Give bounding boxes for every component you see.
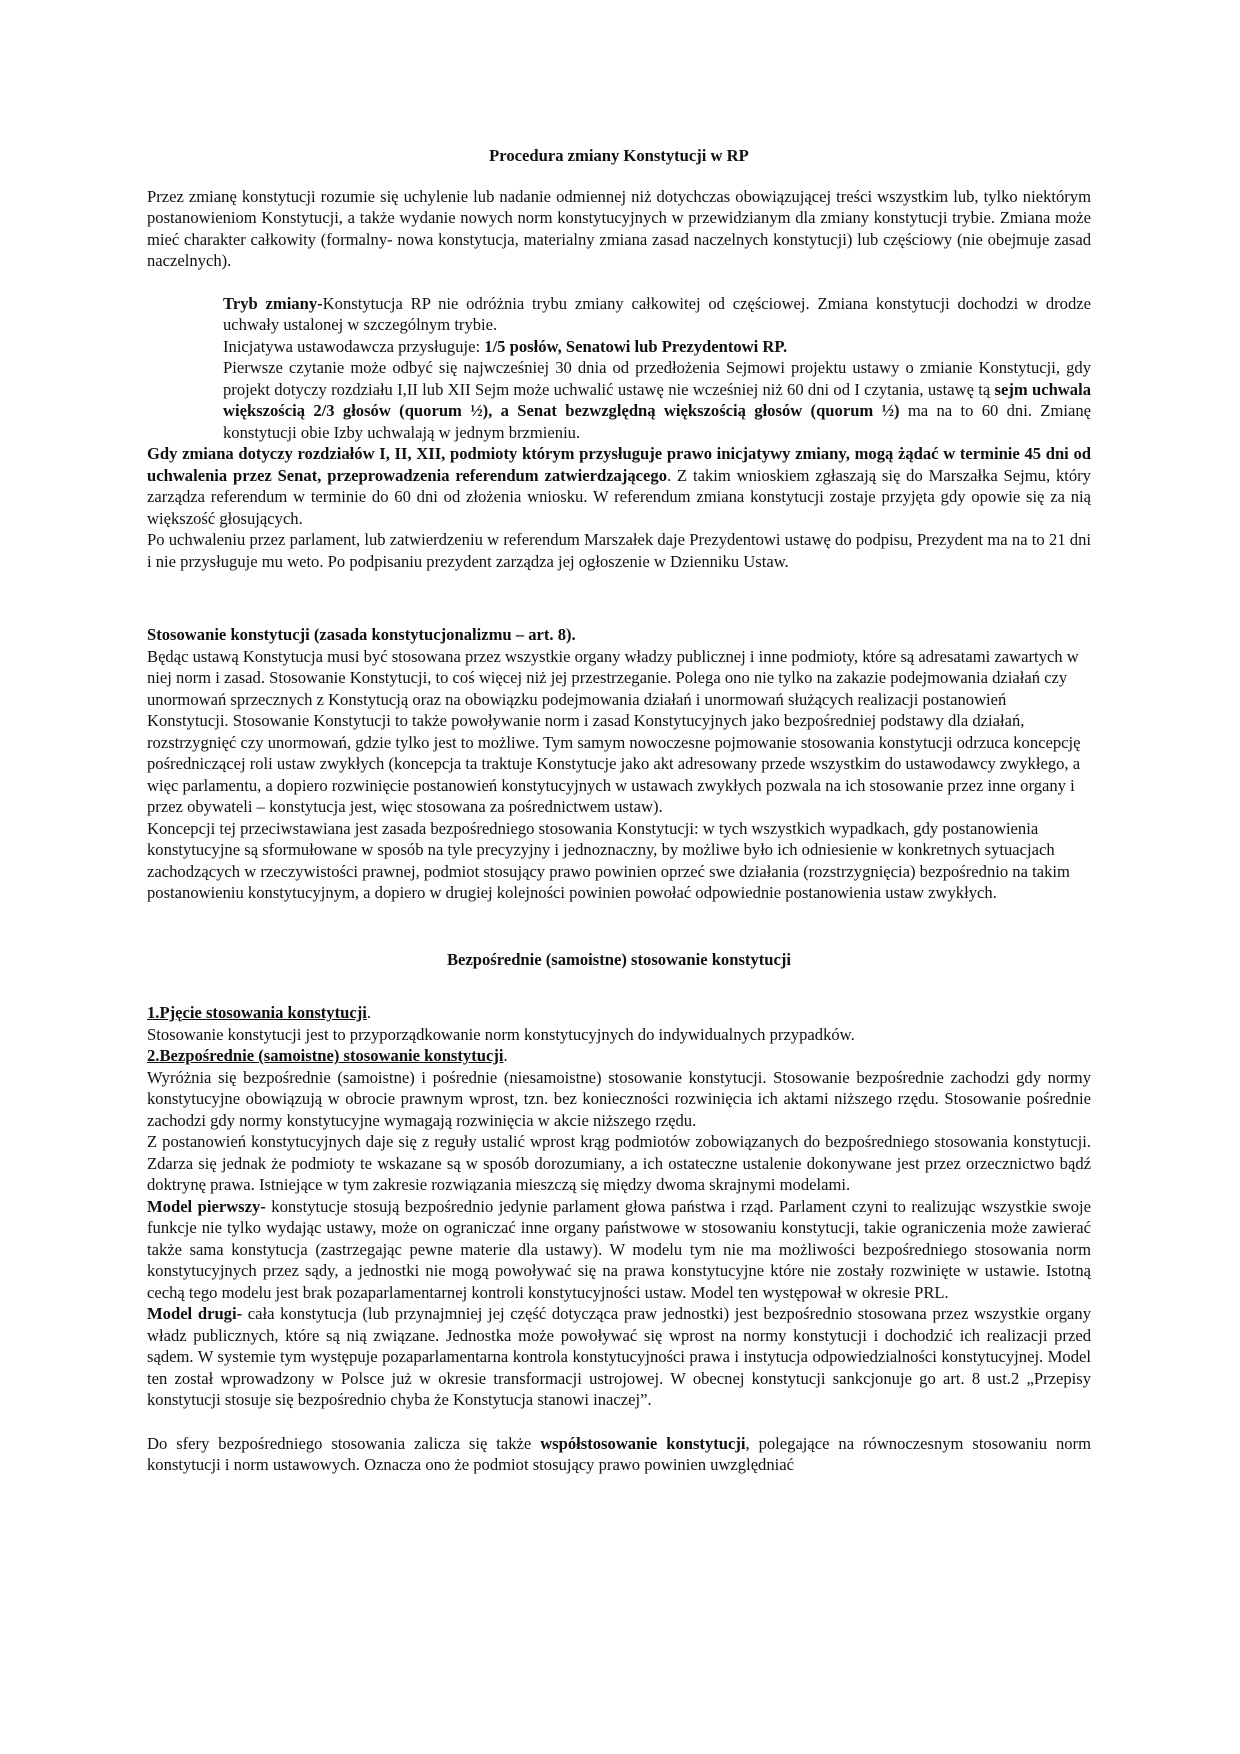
model-2-label: Model drugi- [147, 1304, 243, 1323]
application-paragraph-1: Będąc ustawą Konstytucja musi być stosowana przez wszystkie organy władzy publicznej i inne podmioty, które są adresatami zawartych w niej norm i zasad. Stosowanie Konstytucji, to coś więcej niż jej przestrzeganie. Polega ono nie tylko na zakazie podejmowania działań czy unormowań sprzecznych z Konstytucją oraz na obowiązku podejmowania działań i unormowań służących realizacji postanowień Konstytucji. Stosowanie Konstytucji to także powoływanie norm i zasad Konstytucyjnych jako bezpośredniej podstawy dla działań, rozstrzygnięć czy unormowań, gdzie tylko jest to możliwe. Tym samym nowoczesne pojmowanie stosowania konstytucji odrzuca koncepcję pośredniczącej roli ustaw zwykłych (koncepcja ta traktuje Konstytucje jako akt adresowany przede wszystkim do ustawodawcy zwykłego, a więc parlamentu, a dopiero rozwinięcie postanowień konstytucyjnych w ustawach zwykłych pozwala na ich stosowanie przez inne organy i przez obywateli – konstytucja jest, więc stosowana za pośrednictwem ustaw). [147, 646, 1081, 816]
model-2-paragraph [147, 1303, 1091, 1411]
subsection-1-heading: 1.Pjęcie stosowania konstytucji. [147, 1003, 372, 1022]
subsection-2-heading: 2.Bezpośrednie (samoistne) stosowanie konstytucji. [147, 1046, 508, 1065]
subsection-2-paragraph-1: Wyróżnia się bezpośrednie (samoistne) i pośrednie (niesamoistne) stosowanie konstytucji. Stosowanie bezpośrednie zachodzi gdy normy konstytucyjne obowiązują w obrocie prawnym wprost, tzn. bez konieczności rozwinięcia ich aktami niższego rzędu. Stosowanie pośrednie zachodzi gdy normy konstytucyjne wymagają rozwinięcia w akcie niższego rzędu. [147, 1067, 1091, 1130]
reading-paragraph [223, 357, 1091, 443]
application-heading [147, 624, 1091, 646]
spacer [147, 1411, 1091, 1433]
reading-text-1: Pierwsze czytanie może odbyć się najwcześniej 30 dnia od przedłożenia Sejmowi projektu ustawy o zmianie Konstytucji, gdy projekt dotyczy rozdziału I,II lub XII Sejm może uchwalić ustawę nie wcześniej niż 60 dni od I czytania, ustawę tą [223, 358, 1091, 399]
initiative-holders: 1/5 posłów, Senatowi lub Prezydentowi RP. [484, 336, 788, 356]
application-paragraph-2: Koncepcji tej przeciwstawiana jest zasada bezpośredniego stosowania Konstytucji: w tych wszystkich wypadkach, gdy postanowienia konstytucyjne są sformułowane w sposób na tyle precyzyjny i jednoznaczny, by możliwe było ich odniesienie w konkretnych sytuacjach zachodzących w rzeczywistości prawnej, podmiot stosujący prawo powinien oprzeć swe działania (rozstrzygnięcia) bezpośrednio na takim postanowieniu konstytucyjnym, a dopiero w drugiej kolejności powinien powołać odpowiednie postanowienia ustaw zwykłych. [147, 818, 1070, 902]
amendment-mode-text: Konstytucja RP nie odróżnia trybu zmiany całkowitej od częściowej. Zmiana konstytucji dochodzi w drodze uchwały ustalonej w szczególnym trybie. [223, 293, 1091, 334]
reading-text-2: ma na to 60 dni. Zmianę konstytucji obie Izby uchwalają w jednym brzmieniu. [223, 401, 1091, 442]
model-1-label: Model pierwszy- [147, 1196, 266, 1216]
amendment-mode-paragraph [223, 293, 1091, 336]
initiative-text: Inicjatywa ustawodawcza przysługuje: [223, 336, 485, 356]
model-2-text: cała konstytucja (lub przynajmniej jej część dotycząca praw jednostki) jest bezpośrednio stosowana przez wszystkie organy władz publicznych, które są nią związane. Jednostka może powoływać się wprost na normy konstytucji i dochodzić ich realizacji przed sądem. W systemie tym występuje pozaparlamentarna kontrola konstytucyjności prawa i instytucja odpowiedzialności konstytucyjnej. Model ten został wprowadzony w Polsce już w okresie transformacji ustrojowej. W obecnej konstytucji sankcjonuje go art. 8 ust.2 „Przepisy konstytucji stosuje się bezpośrednio chyba że Konstytucja stanowi inaczej”. [147, 1304, 1091, 1409]
spacer [147, 272, 1091, 293]
referendum-text: . Z takim wnioskiem zgłaszają się do Marszałka Sejmu, który zarządza referendum w terminie do 60 dni od złożenia wniosku. W referendum zmiana konstytucji zostaje przyjęta gdy opowie się za nią większość głosujących. [147, 465, 1091, 528]
model-1-text: konstytucje stosują bezpośrednio jedynie parlament głowa państwa i rząd. Parlament czyni to realizując wszystkie swoje funkcje nie tylko wydając ustawy, może on ograniczać inne organy państwowe w stosowaniu konstytucji, takie ograniczenia może zawierać także sama konstytucja (zastrzegając pewne materie dla ustawy). W modelu tym nie ma możliwości bezpośredniego stosowania norm konstytucyjnych przez sądy, a jednostki nie mogą powoływać się na prawa konstytucyjne które nie zostały rozwinięte w ustawie. Istotną cechą tego modelu jest brak pozaparlamentarnej kontroli konstytucyjności ustaw. Model ten występował w okresie PRL. [147, 1196, 1091, 1302]
initiative-paragraph [223, 336, 1091, 358]
subsection-1-text: Stosowanie konstytucji jest to przyporządkowanie norm konstytucyjnych do indywidualnych przypadków. [147, 1024, 855, 1044]
coapplication-paragraph [147, 1433, 1091, 1476]
document-title: Procedura zmiany Konstytucji w RP [489, 146, 749, 165]
application-heading-text: Stosowanie konstytucji (zasada konstytucjonalizmu – art. 8). [147, 625, 576, 644]
intro-paragraph: Przez zmianę konstytucji rozumie się uchylenie lub nadanie odmiennej niż dotychczas obowiązującej treści wszystkim lub, tylko niektórym postanowieniom Konstytucji, a także wydanie nowych norm konstytucyjnych w przewidzianym dla zmiany konstytucji trybie. Zmiana może mieć charakter całkowity (formalny- nowa konstytucja, materialny zmiana zasad naczelnych konstytucji) lub częściowy (nie obejmuje zasad naczelnych). [147, 186, 1091, 270]
subsection-2-paragraph-2: Z postanowień konstytucyjnych daje się z reguły ustalić wprost krąg podmiotów zobowiązanych do bezpośredniego stosowania konstytucji. Zdarza się jednak że podmioty te wskazane są w sposób dorozumiany, a ich ostateczne ustalenie dokonywane jest przez orzecznictwo bądź doktrynę prawa. Istniejące w tym zakresie rozwiązania mieszczą się między dwoma skrajnymi modelami. [147, 1132, 1091, 1194]
direct-application-heading: Bezpośrednie (samoistne) stosowanie konstytucji [446, 949, 791, 969]
spacer [147, 572, 1091, 624]
reading-majority: sejm uchwala większością 2/3 głosów (quorum ½), a Senat bezwzględną większością głosów (quorum ½) [223, 379, 1091, 420]
subsection-2-heading-text: 2.Bezpośrednie (samoistne) stosowanie konstytucji [147, 1046, 504, 1065]
referendum-paragraph [147, 443, 1091, 529]
spacer [147, 904, 1091, 949]
subsection-1-heading-text: 1.Pjęcie stosowania konstytucji [147, 1003, 367, 1022]
coapplication-term: współstosowanie konstytucji [540, 1433, 746, 1453]
document-page [147, 145, 1091, 1476]
model-1-paragraph [147, 1196, 1091, 1304]
coapplication-text-1: Do sfery bezpośredniego stosowania zalicza się także [147, 1433, 541, 1453]
amendment-procedure-block [147, 293, 1091, 444]
referendum-condition: Gdy zmiana dotyczy rozdziałów I, II, XII, podmioty którym przysługuje prawo inicjatywy zmiany, mogą żądać w terminie 45 dni od uchwalenia przez Senat, przeprowadzenia referendum zatwierdzającego [147, 444, 1091, 485]
spacer [147, 970, 1091, 1002]
amendment-mode-label: Tryb zmiany- [223, 293, 323, 313]
coapplication-text-2: , polegające na równoczesnym stosowaniu norm konstytucji i norm ustawowych. Oznacza ono że podmiot stosujący prawo powinien uwzględniać [147, 1433, 1091, 1474]
signing-paragraph: Po uchwaleniu przez parlament, lub zatwierdzeniu w referendum Marszałek daje Prezydentowi ustawę do podpisu, Prezydent ma na to 21 dni i nie przysługuje mu weto. Po podpisaniu prezydent zarządza jej ogłoszenie w Dzienniku Ustaw. [147, 530, 1091, 571]
